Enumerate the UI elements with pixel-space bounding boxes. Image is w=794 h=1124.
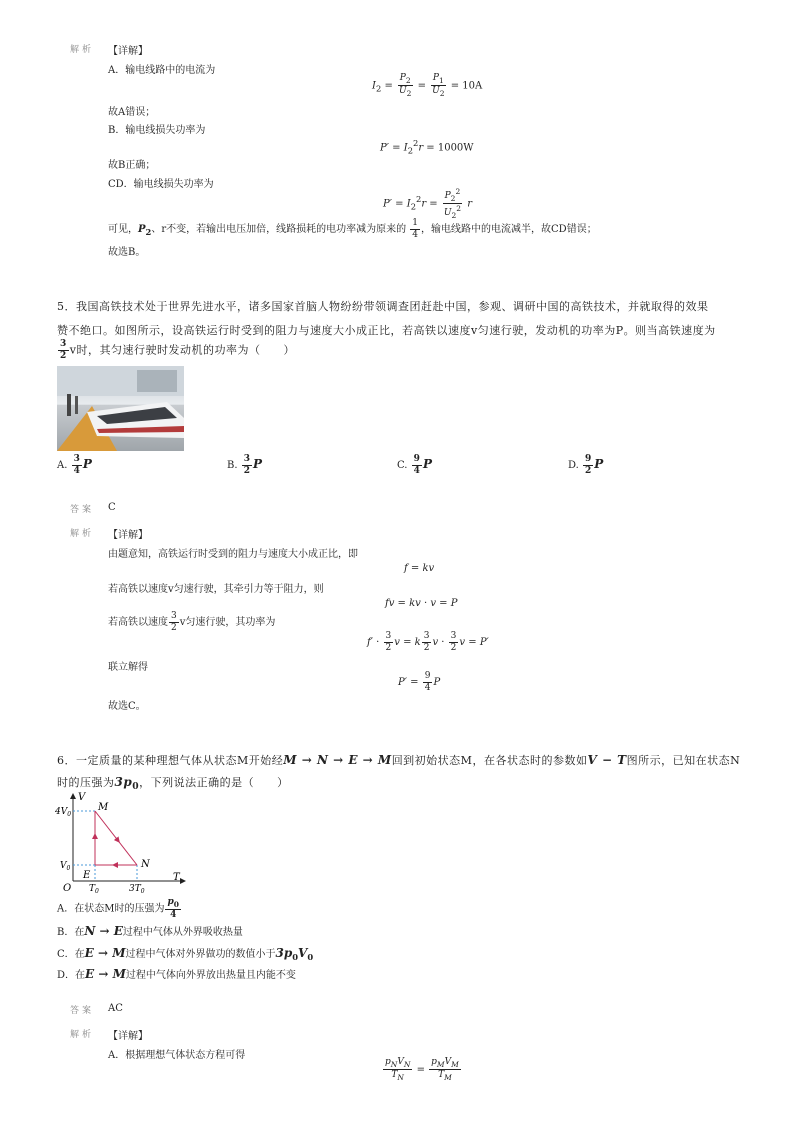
q6-formula-state: $\frac{p_NV_N}{T_N}$ = $\frac{p_MV_M}{T_M}$	[385, 1057, 459, 1083]
q5-option-b[interactable]: B. $\frac{3}{2}$ P	[227, 454, 263, 476]
tick-3t0: $3T_0$	[129, 884, 145, 895]
sec4-cd-heading: CD．输电线损失功率为	[108, 179, 214, 190]
point-m-label: M	[98, 802, 109, 813]
q5-line3: $\frac{3}{2}$ v时，其匀速行驶时发动机的功率为（ ）	[60, 339, 295, 361]
arrow-m-n	[116, 838, 118, 841]
tick-4v0: $4V_0$	[55, 807, 72, 818]
q6-option-a[interactable]: A．在状态M时的压强为 $\frac{p_0}{4}$	[57, 897, 179, 921]
vt-graph	[55, 790, 190, 895]
q5-option-d[interactable]: D. $\frac{9}{2}$ P	[568, 454, 604, 476]
analysis-label: 解析	[70, 1030, 95, 1040]
q5-ex4: 联立解得	[108, 662, 148, 673]
detail-tag: 【详解】	[108, 1031, 148, 1042]
q5-formula-result: P′ = $\frac{9}{4}$ P	[398, 671, 441, 693]
sec4-a-conclusion: 故A错误；	[108, 107, 156, 118]
q5-ex2: 若高铁以速度v匀速行驶，其牵引力等于阻力，则	[108, 584, 324, 595]
analysis-label: 解析	[70, 45, 95, 55]
sec4-b-heading: B．输电线损失功率为	[108, 125, 206, 136]
q6-option-c[interactable]: C．在E → M过程中气体对外界做功的数值小于$3p_0V_0$	[57, 946, 314, 962]
q5-line1: 5．我国高铁技术处于世界先进水平，诸多国家首脑人物纷纷带领调查团赶赴中国，参观、调研中国的高铁技术，并就取得的效果	[57, 300, 709, 313]
analysis-label: 解析	[70, 529, 95, 539]
sec4-cd-explanation: 可见，$P_2$、r不变，若输出电压加倍，线路损耗的电功率减为原来的 $\frac{1}{4}$ ，输电线路中的电流减半，故CD错误；	[108, 218, 597, 240]
q5-option-c[interactable]: C. $\frac{9}{4}$ P	[397, 454, 432, 476]
q6-option-d[interactable]: D．在E → M过程中气体向外界放出热量且内能不变	[57, 967, 296, 981]
q5-choose: 故选C。	[108, 701, 146, 712]
sec4-a-formula: $I_2$ = $\frac{P_2}{U_2}$ = $\frac{P_1}{U_2}$ = 10A	[372, 73, 483, 99]
q6-option-b[interactable]: B．在N → E过程中气体从外界吸收热量	[57, 924, 243, 938]
point-n-label: N	[141, 859, 150, 870]
q5-formula-fv: fv = kv · v = P	[385, 598, 458, 609]
tick-t0: $T_0$	[89, 884, 99, 895]
q5-option-a[interactable]: A. $\frac{3}{4}$ P	[57, 454, 92, 476]
point-e-label: E	[83, 870, 91, 881]
v-axis-label: V	[78, 792, 86, 803]
high-speed-train-photo	[57, 366, 184, 451]
sec4-a-heading: A．输电线路中的电流为	[108, 65, 216, 76]
sec4-b-conclusion: 故B正确；	[108, 160, 156, 171]
q5-ex1: 由题意知，高铁运行时受到的阻力与速度大小成正比，即	[108, 549, 358, 560]
detail-tag: 【详解】	[108, 530, 148, 541]
tick-v0: $V_0$	[60, 861, 71, 872]
origin-label: O	[63, 883, 72, 894]
answer-label: 答案	[70, 1006, 95, 1016]
sec4-cd-formula: $P' = I_2^2r$ = $\frac{P_2^2}{U_2^2}$ r	[383, 187, 472, 221]
t-axis-label: T	[173, 872, 180, 883]
q5-formula-power: f′ · $\frac{3}{2}$ v = k $\frac{3}{2}$ v · $\frac{3}{2}$ v = P′	[367, 631, 489, 653]
q5-line2: 赞不绝口。如图所示，设高铁运行时受到的阻力与速度大小成正比，若高铁以速度v匀速行驶，发动机的功率为P。则当高铁速度为	[57, 324, 716, 337]
answer-label: 答案	[70, 505, 95, 515]
q6-ex-a: A．根据理想气体状态方程可得	[108, 1050, 246, 1061]
detail-tag: 【详解】	[108, 46, 148, 57]
q5-ex3: 若高铁以速度 $\frac{3}{2}$ v匀速行驶，其功率为	[108, 611, 276, 633]
q6-answer: AC	[108, 1003, 123, 1014]
sec4-choose: 故选B。	[108, 247, 146, 258]
q5-answer: C	[108, 502, 116, 513]
q6-line2: 时的压强为$3p_0$，下列说法正确的是（ ）	[57, 775, 289, 793]
q6-line1: 6．一定质量的某种理想气体从状态M开始经M → N → E → M回到初始状态M，在各状态时的参数如V − T图所示，已知在状态N	[57, 753, 741, 767]
sec4-b-formula: $P' = I_2^2r = 1000W$	[380, 138, 474, 156]
q5-formula-f: f = kv	[404, 563, 435, 574]
